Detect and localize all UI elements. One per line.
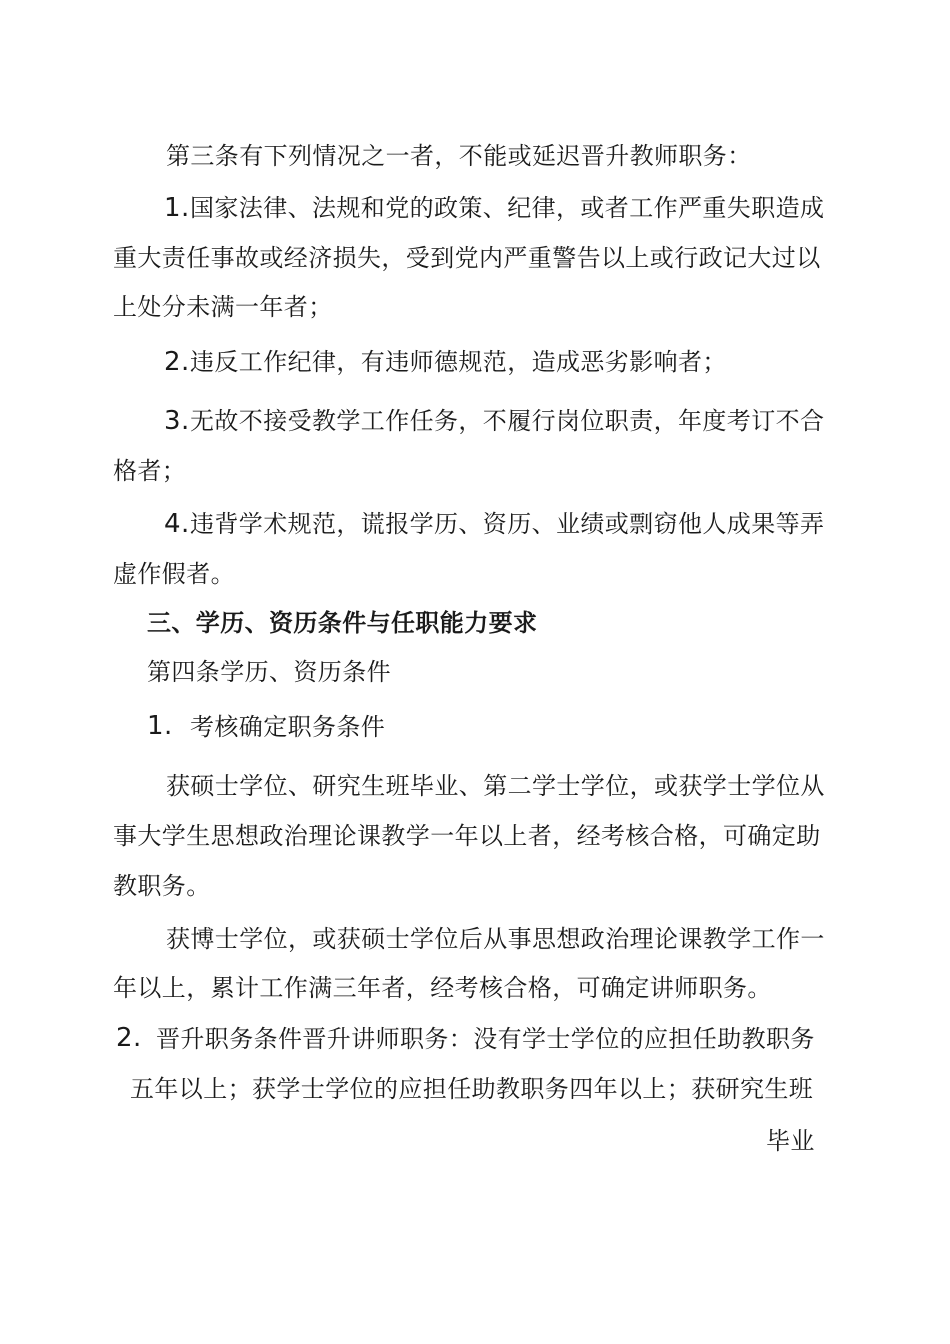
item-3-line-1: 无故不接受教学工作任务，不履行岗位职责，年度考订不合 — [190, 407, 825, 435]
para-1-line-3: 教职务。 — [113, 872, 211, 900]
item-1-line-2: 重大责任事故或经济损失，受到党内严重警告以上或行政记大过以 — [113, 244, 821, 272]
item-4-number: 4. — [164, 509, 190, 539]
sub-2-line-1: 晋升职务条件晋升讲师职务：没有学士学位的应担任助教职务 — [156, 1025, 815, 1053]
para-2-line-1: 获博士学位，或获硕士学位后从事思想政治理论课教学工作一 — [166, 925, 825, 953]
item-2-number: 2. — [164, 347, 190, 377]
item-2-line-1: 违反工作纪律，有违师德规范，造成恶劣影响者； — [190, 348, 727, 376]
sub-2-line-3: 毕业 — [766, 1127, 815, 1155]
item-3-number: 3. — [164, 406, 190, 436]
article-3-intro: 第三条有下列情况之一者，不能或延迟晋升教师职务： — [166, 142, 752, 170]
para-1-line-1: 获硕士学位、研究生班毕业、第二学士学位，或获学士学位从 — [166, 772, 825, 800]
article-4-title: 第四条学历、资历条件 — [147, 658, 391, 686]
item-1-number: 1. — [164, 193, 190, 223]
para-1-line-2: 事大学生思想政治理论课教学一年以上者，经考核合格，可确定助 — [113, 822, 821, 850]
item-4-line-1: 违背学术规范，谎报学历、资历、业绩或剽窃他人成果等弄 — [190, 510, 825, 538]
para-2-line-2: 年以上，累计工作满三年者，经考核合格，可确定讲师职务。 — [113, 974, 772, 1002]
item-3-line-2: 格者； — [113, 457, 187, 485]
item-1-line-1: 国家法律、法规和党的政策、纪律，或者工作严重失职造成 — [190, 194, 825, 222]
sub-2-line-2: 五年以上；获学士学位的应担任助教职务四年以上；获研究生班 — [130, 1075, 814, 1103]
sub-1-label: 考核确定职务条件 — [190, 713, 386, 741]
item-4-line-2: 虚作假者。 — [113, 560, 235, 588]
section-3-heading: 三、学历、资历条件与任职能力要求 — [147, 609, 538, 637]
sub-1-number: 1. — [147, 711, 173, 741]
sub-2-number: 2. — [116, 1023, 142, 1053]
item-1-line-3: 上处分未满一年者； — [113, 293, 333, 321]
